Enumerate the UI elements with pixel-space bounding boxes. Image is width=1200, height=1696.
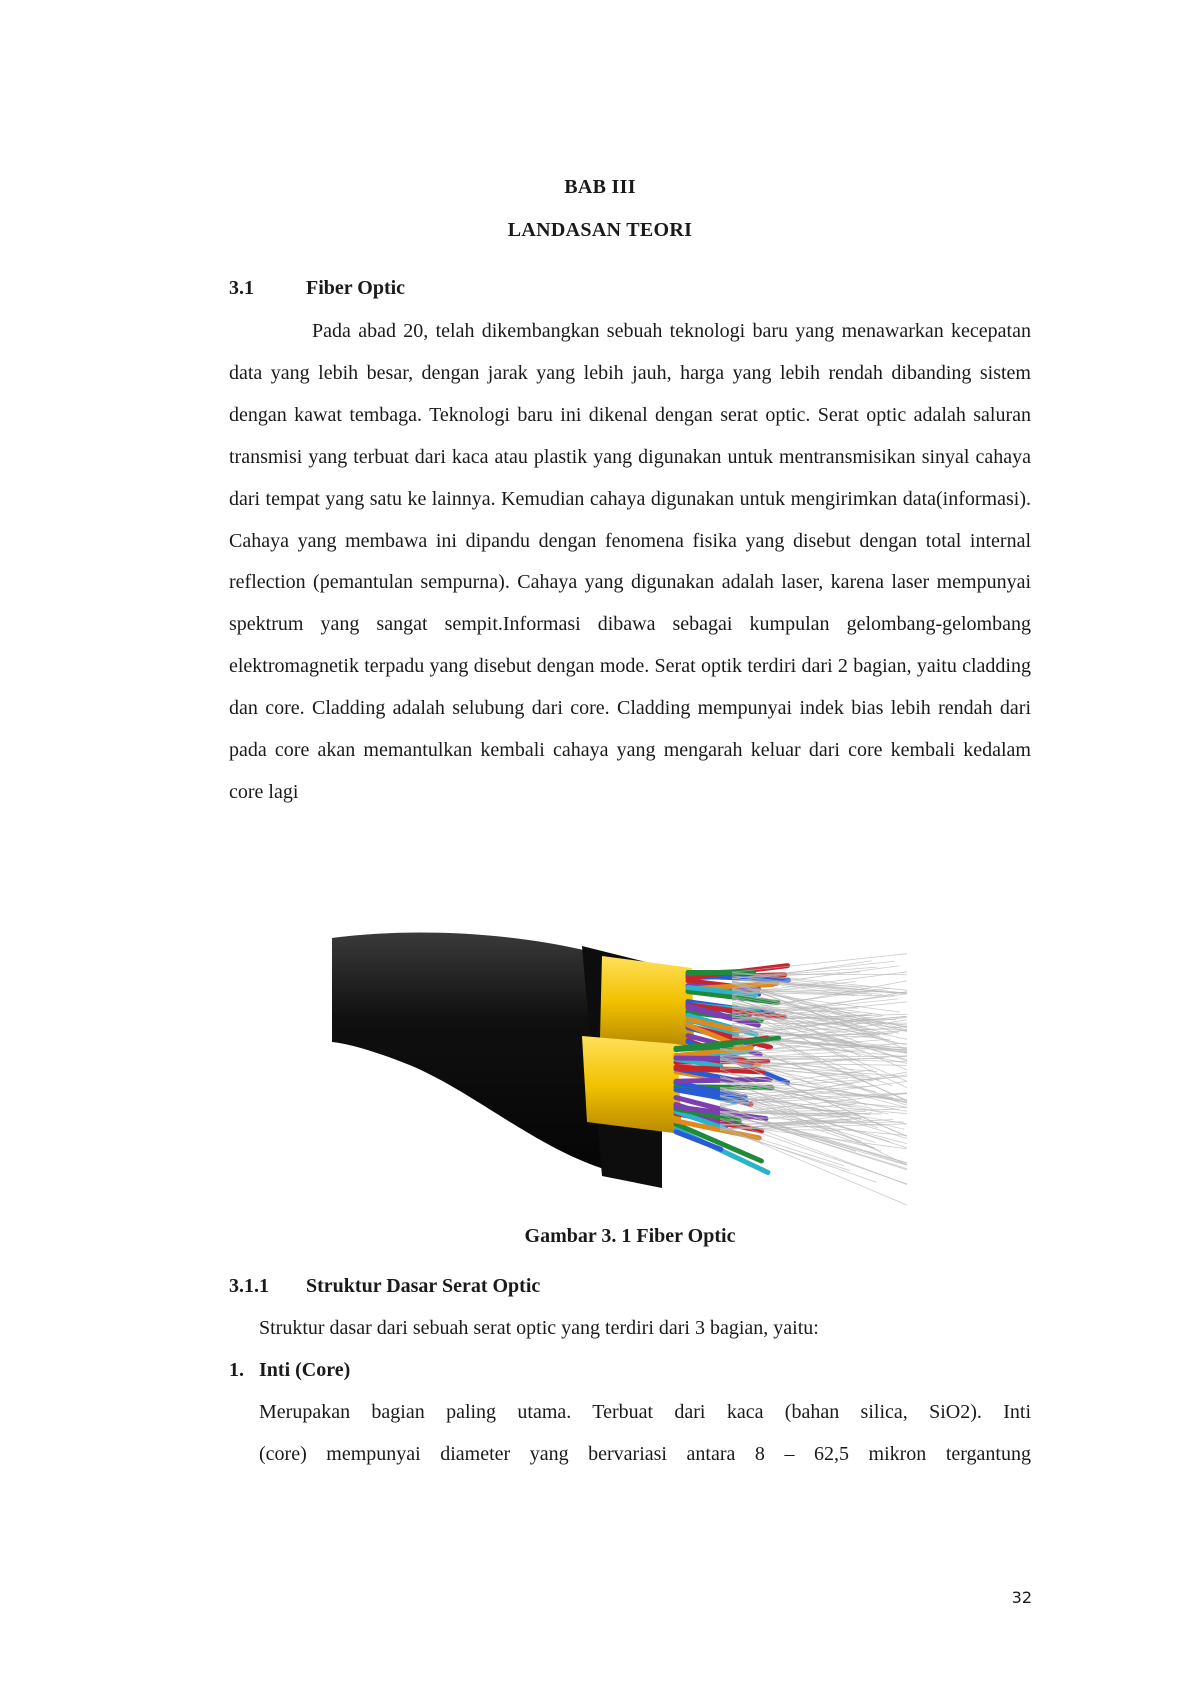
fiber-optic-cable-illustration: [332, 926, 912, 1208]
figure-caption: Gambar 3. 1 Fiber Optic: [524, 1225, 736, 1247]
page-number: 32: [1011, 1588, 1032, 1607]
subsection-title: Struktur Dasar Serat Optic: [306, 1275, 541, 1297]
section-title: Fiber Optic: [306, 277, 406, 299]
chapter-title: LANDASAN TEORI: [507, 219, 693, 241]
section-paragraph-text: Pada abad 20, telah dikembangkan sebuah teknologi baru yang menawarkan kecepatan data yang lebih besar, dengan jarak yang lebih jauh, harga yang lebih rendah dibanding sistem dengan kawat tembaga. Teknologi baru ini dikenal dengan serat optic. Serat optic adalah saluran transmisi yang terbuat dari kaca atau plastik yang digunakan untuk mentransmisikan sinyal cahaya dari tempat yang satu ke lainnya. Kemudian cahaya digunakan untuk mengirimkan data(informasi). Cahaya yang membawa ini dipandu dengan fenomena fisika yang disebut dengan total internal reflection (pemantulan sempurna). Cahaya yang digunakan adalah laser, karena laser mempunyai spektrum yang sangat sempit.Informasi dibawa sebagai kumpulan gelombang-gelombang elektromagnetik terpadu yang disebut dengan mode. Serat optik terdiri dari 2 bagian, yaitu cladding dan core. Cladding adalah selubung dari core. Cladding mempunyai indek bias lebih rendah dari pada core akan memantulkan kembali cahaya yang mengarah keluar dari core kembali kedalam core lagi: [229, 320, 1031, 803]
fiber-strands: [676, 954, 907, 1205]
fiber-optic-figure: [332, 926, 912, 1208]
section-paragraph: [229, 311, 1031, 814]
list-item-line-1: Merupakan bagian paling utama. Terbuat dari kaca (bahan silica, SiO2). Inti: [259, 1401, 1031, 1423]
list-item-title: Inti (Core): [259, 1359, 351, 1381]
list-item-line-2: (core) mempunyai diameter yang bervariasi antara 8 – 62,5 mikron tergantung: [259, 1443, 1031, 1465]
colored-fiber: [676, 1079, 770, 1081]
chapter-number: BAB III: [564, 176, 636, 198]
list-item-number: 1.: [229, 1359, 244, 1381]
section-number: 3.1: [229, 277, 254, 299]
subsection-intro: Struktur dasar dari sebuah serat optic yang terdiri dari 3 bagian, yaitu:: [259, 1317, 819, 1339]
subsection-number: 3.1.1: [229, 1275, 269, 1297]
